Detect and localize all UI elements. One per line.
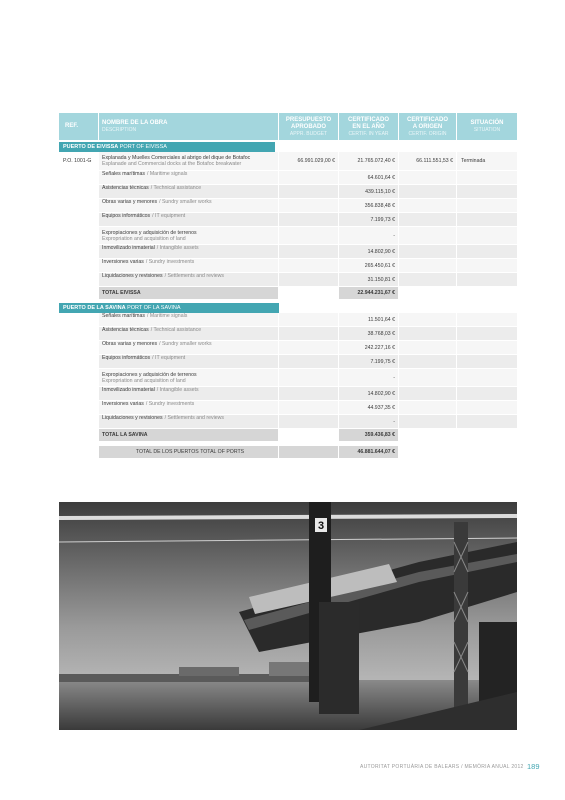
grand-total-label-en: TOTAL OF PORTS bbox=[200, 449, 245, 455]
row-desc-en: / Sundry smaller works bbox=[159, 199, 212, 205]
section-savina bbox=[59, 303, 279, 313]
row-ref bbox=[59, 327, 99, 340]
row-ref bbox=[59, 313, 99, 326]
row-cert-origin bbox=[399, 355, 457, 368]
row-ref bbox=[59, 199, 99, 212]
row-budget bbox=[279, 245, 339, 258]
row-desc bbox=[99, 401, 279, 414]
row-cert-year: 439.115,10 € bbox=[339, 185, 399, 198]
col-cert-year-label-en: CERTIF. IN YEAR bbox=[348, 130, 389, 137]
row-cert-origin bbox=[399, 227, 457, 244]
row-cert-origin bbox=[399, 327, 457, 340]
gantry-number: 3 bbox=[317, 520, 325, 532]
col-cert-year-label: CERTIFICADO EN EL AÑO bbox=[348, 116, 389, 130]
section-eivissa-title-en: PORT OF EIVISSA bbox=[119, 144, 167, 150]
table-row bbox=[59, 213, 517, 227]
row-situation bbox=[457, 245, 517, 258]
col-cert-origin-label-en: CERTIF. ORIGIN bbox=[408, 130, 447, 137]
row-cert-year: 265.450,61 € bbox=[339, 259, 399, 272]
row-desc bbox=[99, 259, 279, 272]
footer-separator: / bbox=[461, 764, 463, 770]
row-ref bbox=[59, 227, 99, 244]
row-cert-year: 31.150,81 € bbox=[339, 273, 399, 286]
row-budget bbox=[279, 369, 339, 386]
table-row bbox=[59, 259, 517, 273]
row-desc-es: Explanada y Muelles Comerciales al abrigo del dique de Botafoc bbox=[102, 155, 251, 161]
col-cert-origin bbox=[399, 113, 457, 140]
row-desc-es: Asistencias técnicas bbox=[102, 185, 149, 191]
row-cert-year: 356.838,48 € bbox=[339, 199, 399, 212]
port-gantry-image bbox=[59, 502, 517, 730]
row-budget bbox=[279, 355, 339, 368]
row-budget bbox=[279, 259, 339, 272]
row-cert-origin bbox=[399, 213, 457, 226]
row-cert-origin bbox=[399, 387, 457, 400]
row-cert-year: 21.765.072,40 € bbox=[339, 152, 399, 170]
row-desc-en: / IT equipment bbox=[152, 213, 186, 219]
row-situation bbox=[457, 369, 517, 386]
row-budget bbox=[279, 327, 339, 340]
row-ref bbox=[59, 369, 99, 386]
row-desc-es: Inmovilizado inmaterial bbox=[102, 387, 155, 393]
row-desc-en: / Intangible assets bbox=[156, 245, 199, 251]
row-cert-origin bbox=[399, 313, 457, 326]
row-cert-year: 242.227,16 € bbox=[339, 341, 399, 354]
row-budget bbox=[279, 341, 339, 354]
row-situation bbox=[457, 259, 517, 272]
col-budget-label: PRESUPUESTO APROBADO bbox=[285, 116, 332, 130]
row-desc bbox=[99, 387, 279, 400]
row-situation bbox=[457, 313, 517, 326]
col-cert-year bbox=[339, 113, 399, 140]
section-savina-title: PUERTO DE LA SAVINA bbox=[63, 305, 126, 311]
row-ref bbox=[59, 341, 99, 354]
row-cert-year: - bbox=[339, 415, 399, 428]
row-desc bbox=[99, 171, 279, 184]
grand-total-label bbox=[99, 446, 279, 458]
row-cert-origin bbox=[399, 415, 457, 428]
row-situation bbox=[457, 213, 517, 226]
row-situation bbox=[457, 401, 517, 414]
savina-rows bbox=[59, 313, 517, 429]
footer-doc: MEMÒRIA ANUAL 2012 bbox=[464, 764, 524, 770]
row-ref bbox=[59, 185, 99, 198]
port-photo bbox=[59, 502, 517, 730]
row-budget bbox=[279, 313, 339, 326]
row-cert-origin bbox=[399, 185, 457, 198]
row-desc-es: Equipos informáticos bbox=[102, 213, 151, 219]
row-budget: 66.991.029,00 € bbox=[279, 152, 339, 170]
row-budget bbox=[279, 171, 339, 184]
row-ref bbox=[59, 401, 99, 414]
row-budget bbox=[279, 273, 339, 286]
row-desc bbox=[99, 341, 279, 354]
row-cert-origin bbox=[399, 369, 457, 386]
row-desc-en: / Technical assistance bbox=[150, 327, 202, 333]
col-desc bbox=[99, 113, 279, 140]
section-savina-title-en: PORT OF LA SAVINA bbox=[127, 305, 181, 311]
row-desc bbox=[99, 415, 279, 428]
total-eivissa-text: TOTAL EIVISSA bbox=[102, 290, 141, 296]
table-row bbox=[59, 227, 517, 245]
row-cert-origin bbox=[399, 273, 457, 286]
row-budget bbox=[279, 387, 339, 400]
row-desc bbox=[99, 227, 279, 244]
row-budget bbox=[279, 213, 339, 226]
row-desc-es: Liquidaciones y revisiones bbox=[102, 415, 163, 421]
row-budget bbox=[279, 227, 339, 244]
col-cert-origin-label: CERTIFICADO A ORIGEN bbox=[407, 116, 448, 130]
row-desc bbox=[99, 199, 279, 212]
row-desc bbox=[99, 245, 279, 258]
row-cert-year: 7.199,75 € bbox=[339, 355, 399, 368]
row-cert-origin: 66.111.551,53 € bbox=[399, 152, 457, 170]
table-row bbox=[59, 387, 517, 401]
row-cert-year: 14.802,90 € bbox=[339, 387, 399, 400]
row-situation bbox=[457, 171, 517, 184]
row-cert-origin bbox=[399, 199, 457, 212]
row-desc-en: / Sundry smaller works bbox=[159, 341, 212, 347]
page-footer bbox=[360, 764, 524, 770]
row-situation bbox=[457, 327, 517, 340]
row-budget bbox=[279, 401, 339, 414]
table-row bbox=[59, 341, 517, 355]
row-desc-en: Expropriation and acquisition of land bbox=[102, 235, 186, 242]
row-situation bbox=[457, 273, 517, 286]
table-row bbox=[59, 273, 517, 287]
table-row bbox=[59, 355, 517, 369]
grand-total-row bbox=[59, 446, 517, 459]
col-budget bbox=[279, 113, 339, 140]
row-desc bbox=[99, 313, 279, 326]
row-ref bbox=[59, 355, 99, 368]
row-situation bbox=[457, 355, 517, 368]
table-row-main bbox=[59, 152, 517, 171]
row-situation: Terminada bbox=[457, 152, 517, 170]
row-desc-en: / IT equipment bbox=[152, 355, 186, 361]
row-cert-origin bbox=[399, 341, 457, 354]
total-savina-text: TOTAL LA SAVINA bbox=[102, 432, 148, 438]
row-cert-year: 11.501,64 € bbox=[339, 313, 399, 326]
row-desc bbox=[99, 152, 279, 170]
table-header bbox=[59, 113, 517, 140]
investment-table bbox=[59, 113, 517, 459]
row-cert-year: 38.768,03 € bbox=[339, 327, 399, 340]
row-desc-en: / Settlements and reviews bbox=[164, 273, 224, 279]
row-desc-es: Liquidaciones y revisiones bbox=[102, 273, 163, 279]
row-desc-es: Inmovilizado inmaterial bbox=[102, 245, 155, 251]
col-ref bbox=[59, 113, 99, 140]
total-eivissa-row bbox=[59, 287, 517, 300]
row-situation bbox=[457, 199, 517, 212]
total-savina-value: 359.436,83 € bbox=[339, 429, 399, 441]
row-cert-year: 7.199,73 € bbox=[339, 213, 399, 226]
table-row bbox=[59, 245, 517, 259]
row-desc bbox=[99, 185, 279, 198]
row-situation bbox=[457, 227, 517, 244]
row-budget bbox=[279, 415, 339, 428]
row-desc-es: Señales marítimas bbox=[102, 171, 145, 177]
row-desc-en: / Technical assistance bbox=[150, 185, 202, 191]
row-desc-en: / Maritime signals bbox=[146, 313, 188, 319]
table-row bbox=[59, 185, 517, 199]
table-row bbox=[59, 401, 517, 415]
row-situation bbox=[457, 341, 517, 354]
col-situation-label-en: SITUATION bbox=[473, 127, 501, 133]
row-desc-en: / Sundry investments bbox=[145, 259, 195, 265]
row-situation bbox=[457, 415, 517, 428]
row-desc bbox=[99, 273, 279, 286]
total-eivissa-value: 22.944.231,67 € bbox=[339, 287, 399, 299]
row-cert-year: 64.601,64 € bbox=[339, 171, 399, 184]
col-desc-label-en: DESCRIPTION bbox=[102, 127, 137, 133]
row-desc-es: Obras varias y menores bbox=[102, 199, 158, 205]
row-desc-es: Expropiaciones y adquisición de terrenos bbox=[102, 229, 197, 236]
table-row bbox=[59, 415, 517, 429]
table-row bbox=[59, 369, 517, 387]
row-ref: P.O. 1001-G bbox=[59, 152, 99, 170]
row-situation bbox=[457, 387, 517, 400]
section-eivissa bbox=[59, 142, 275, 152]
row-desc-es: Expropiaciones y adquisición de terrenos bbox=[102, 371, 197, 378]
section-eivissa-title: PUERTO DE EIVISSA bbox=[63, 144, 119, 150]
total-savina-row bbox=[59, 429, 517, 442]
row-situation bbox=[457, 185, 517, 198]
col-situation-label: SITUACIÓN bbox=[470, 120, 504, 126]
row-ref bbox=[59, 259, 99, 272]
row-desc bbox=[99, 355, 279, 368]
row-desc-en: Esplanade and Commercial docks at the Botafoc breakwater bbox=[102, 161, 242, 167]
row-cert-origin bbox=[399, 401, 457, 414]
row-ref bbox=[59, 213, 99, 226]
col-situation bbox=[457, 113, 517, 140]
row-desc-en: / Maritime signals bbox=[146, 171, 188, 177]
row-budget bbox=[279, 199, 339, 212]
row-cert-origin bbox=[399, 171, 457, 184]
grand-total-label-es: TOTAL DE LOS PUERTOS bbox=[135, 449, 199, 455]
row-desc-en: Expropriation and acquisition of land bbox=[102, 377, 186, 384]
row-desc-es: Asistencias técnicas bbox=[102, 327, 149, 333]
row-cert-origin bbox=[399, 259, 457, 272]
footer-org: AUTORITAT PORTUÀRIA DE BALEARS bbox=[360, 764, 460, 770]
row-desc-es: Inversiones varias bbox=[102, 259, 144, 265]
table-row bbox=[59, 199, 517, 213]
row-ref bbox=[59, 273, 99, 286]
page-number: 189 bbox=[527, 762, 540, 771]
row-desc bbox=[99, 213, 279, 226]
col-ref-label: REF. bbox=[65, 123, 79, 129]
total-eivissa-label bbox=[99, 287, 279, 299]
row-cert-year: - bbox=[339, 369, 399, 386]
row-cert-year: 14.802,90 € bbox=[339, 245, 399, 258]
row-cert-year: 44.937,35 € bbox=[339, 401, 399, 414]
row-desc bbox=[99, 369, 279, 386]
row-desc-es: Obras varias y menores bbox=[102, 341, 158, 347]
grand-total-value: 46.881.644,07 € bbox=[339, 446, 399, 458]
row-cert-origin bbox=[399, 245, 457, 258]
row-cert-year: - bbox=[339, 227, 399, 244]
row-desc-en: / Sundry investments bbox=[145, 401, 195, 407]
row-desc-en: / Settlements and reviews bbox=[164, 415, 224, 421]
total-savina-label bbox=[99, 429, 279, 441]
row-ref bbox=[59, 387, 99, 400]
table-row bbox=[59, 327, 517, 341]
table-row bbox=[59, 313, 517, 327]
row-budget bbox=[279, 185, 339, 198]
eivissa-rows bbox=[59, 171, 517, 287]
col-desc-label: NOMBRE DE LA OBRA bbox=[102, 120, 168, 126]
table-row bbox=[59, 171, 517, 185]
row-desc-es: Inversiones varias bbox=[102, 401, 144, 407]
row-desc-es: Equipos informáticos bbox=[102, 355, 151, 361]
row-ref bbox=[59, 245, 99, 258]
row-ref bbox=[59, 415, 99, 428]
col-budget-label-en: APPR. BUDGET bbox=[289, 130, 328, 137]
row-desc-en: / Intangible assets bbox=[156, 387, 199, 393]
row-desc bbox=[99, 327, 279, 340]
row-ref bbox=[59, 171, 99, 184]
row-desc-es: Señales marítimas bbox=[102, 313, 145, 319]
